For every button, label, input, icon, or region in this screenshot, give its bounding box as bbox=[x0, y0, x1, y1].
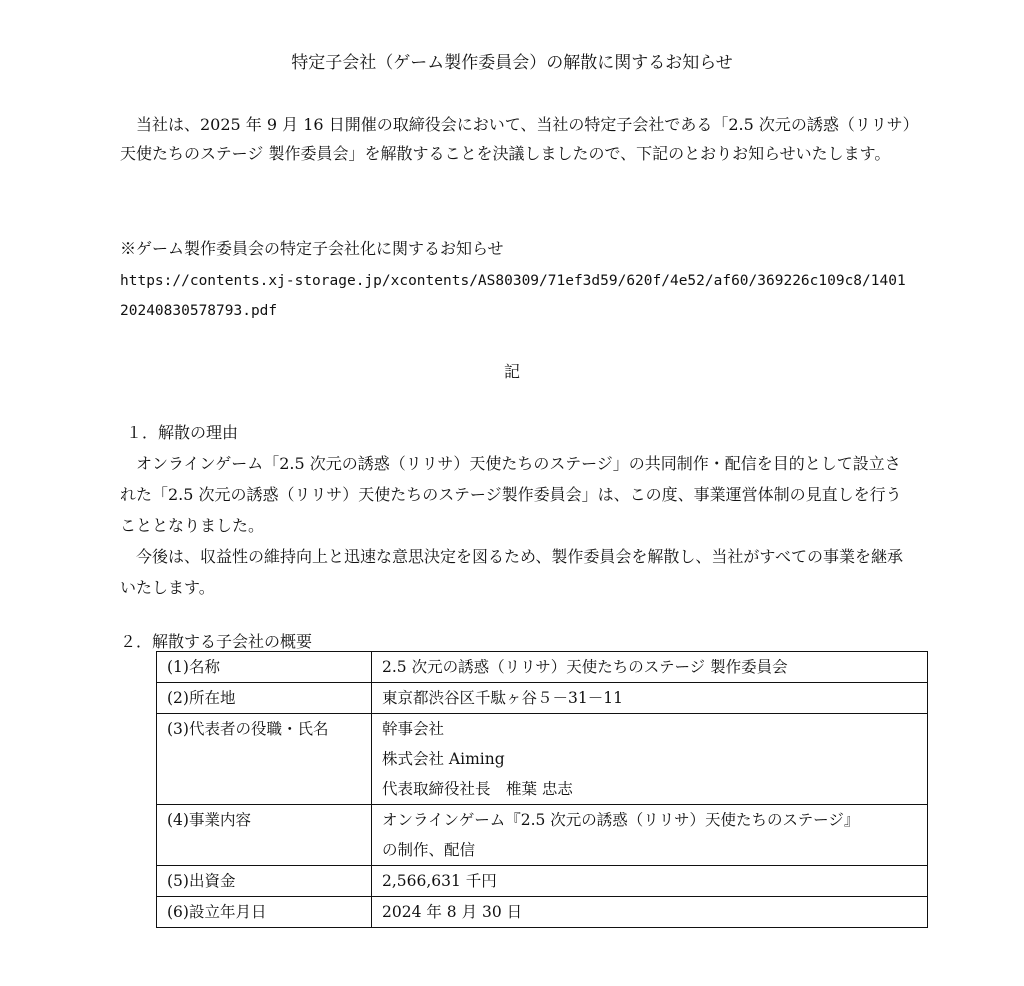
page-title: 特定子会社（ゲーム製作委員会）の解散に関するお知らせ bbox=[291, 53, 733, 73]
section2-heading: ２．解散する子会社の概要 bbox=[120, 632, 313, 651]
row-value-line: 株式会社 Aiming bbox=[382, 750, 505, 768]
section1-paragraph-2: 今後は、収益性の維持向上と迅速な意思決定を図るため、製作委員会を解散し、当社がすべての事業を継承いたします。 bbox=[120, 547, 904, 597]
row-value bbox=[372, 897, 928, 928]
row-value bbox=[372, 805, 928, 866]
row-value-line: 2,566,631 千円 bbox=[382, 872, 497, 890]
ki-marker: 記 bbox=[503, 362, 520, 381]
row-value-line: 2.5 次元の誘惑（リリサ）天使たちのステージ 製作委員会 bbox=[382, 658, 788, 676]
row-value-line: 幹事会社 bbox=[382, 720, 445, 738]
row-key: (5)出資金 bbox=[157, 866, 372, 897]
row-key: (6)設立年月日 bbox=[157, 897, 372, 928]
row-value-line: オンラインゲーム『2.5 次元の誘惑（リリサ）天使たちのステージ』 bbox=[382, 811, 860, 829]
subsidiary-overview-table bbox=[156, 651, 928, 928]
row-key: (3)代表者の役職・氏名 bbox=[157, 714, 372, 805]
table-row bbox=[157, 897, 928, 928]
table-row bbox=[157, 683, 928, 714]
row-value bbox=[372, 714, 928, 805]
intro-text: 当社は、2025 年 9 月 16 日開催の取締役会において、当社の特定子会社である「2.5 次元の誘惑（リリサ）天使たちのステージ 製作委員会」を解散することを決議しましたので、下記のとおりお知らせいたします。 bbox=[120, 115, 919, 163]
section1-heading: １．解散の理由 bbox=[126, 423, 239, 442]
table-row bbox=[157, 652, 928, 683]
notice-heading: ※ゲーム製作委員会の特定子会社化に関するお知らせ bbox=[120, 239, 504, 258]
intro-paragraph bbox=[120, 110, 920, 168]
row-value bbox=[372, 866, 928, 897]
row-value-line: 2024 年 8 月 30 日 bbox=[382, 903, 523, 921]
row-value-line: 東京都渋谷区千駄ヶ谷５－31－11 bbox=[382, 689, 623, 707]
table-row bbox=[157, 714, 928, 805]
row-value-line: の制作、配信 bbox=[382, 841, 476, 859]
row-key: (2)所在地 bbox=[157, 683, 372, 714]
section1-body bbox=[120, 448, 910, 603]
row-value bbox=[372, 683, 928, 714]
table-row bbox=[157, 805, 928, 866]
row-value bbox=[372, 652, 928, 683]
table-row bbox=[157, 866, 928, 897]
section1-paragraph-1: オンラインゲーム「2.5 次元の誘惑（リリサ）天使たちのステージ」の共同制作・配信を目的として設立された「2.5 次元の誘惑（リリサ）天使たちのステージ製作委員会」は、この度、事業運営体制の見直しを行うこととなりました。 bbox=[120, 454, 902, 535]
notice-url-link[interactable]: https://contents.xj-storage.jp/xcontents/AS80309/71ef3d59/620f/4e52/af60/369226c109c8/140120240830578793.pdf bbox=[120, 273, 906, 319]
row-key: (4)事業内容 bbox=[157, 805, 372, 866]
row-key: (1)名称 bbox=[157, 652, 372, 683]
row-value-line: 代表取締役社長 椎葉 忠志 bbox=[382, 780, 573, 798]
